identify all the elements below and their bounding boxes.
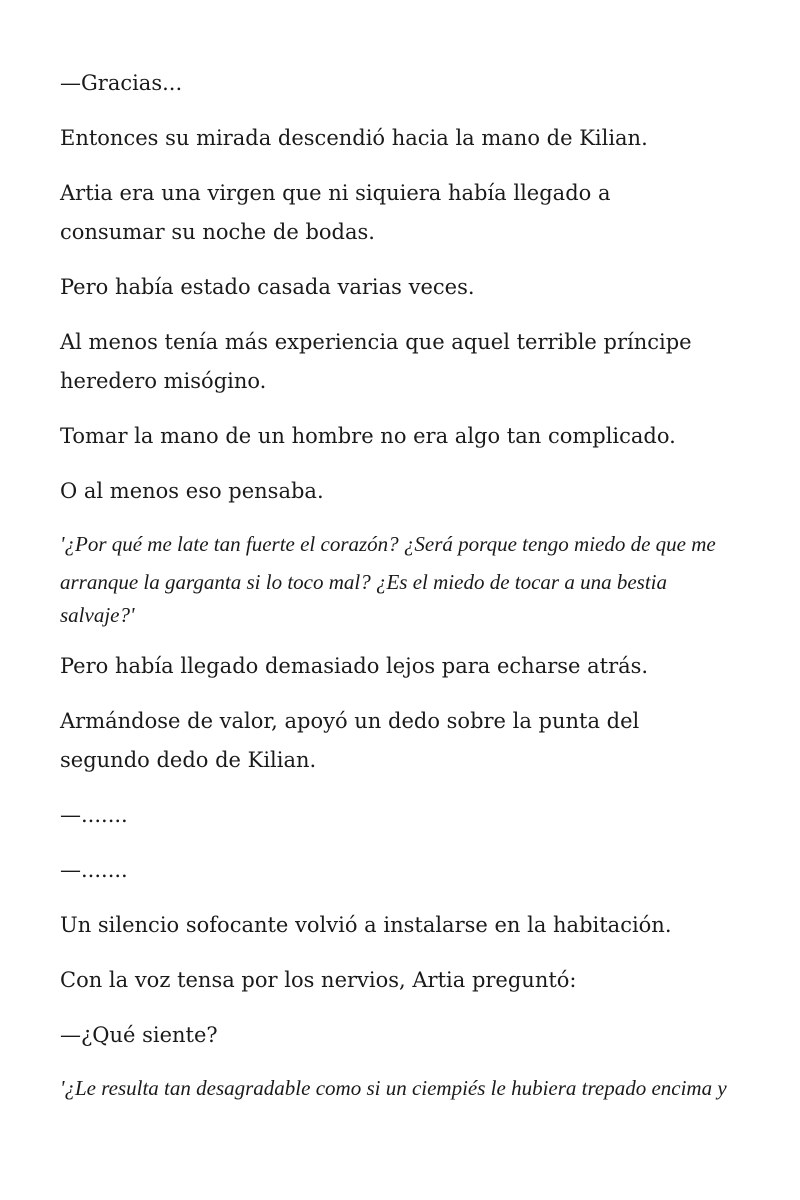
paragraph: —Gracias... [60, 71, 183, 95]
dialogue: —¿Qué siente? [60, 1023, 218, 1047]
paragraph: Tomar la mano de un hombre no era algo tan complicado. [60, 424, 676, 448]
paragraph: O al menos eso pensaba. [60, 479, 324, 503]
paragraph: Pero había estado casada varias veces. [60, 275, 475, 299]
paragraph-line: Armándose de valor, apoyó un dedo sobre la punta del [60, 709, 640, 733]
paragraph: Pero había llegado demasiado lejos para echarse atrás. [60, 654, 649, 678]
paragraph: Un silencio sofocante volvió a instalarse en la habitación. [60, 913, 672, 937]
inner-thought-line: arranque la garganta si lo toco mal? ¿Es el miedo de tocar a una bestia [60, 570, 668, 594]
paragraph-line: Artia era una virgen que ni siquiera había llegado a [60, 181, 611, 205]
paragraph: Con la voz tensa por los nervios, Artia preguntó: [60, 968, 577, 992]
paragraph-line: Al menos tenía más experiencia que aquel terrible príncipe [60, 330, 692, 354]
inner-thought-line: '¿Por qué me late tan fuerte el corazón? ¿Será porque tengo miedo de que me [60, 532, 716, 556]
paragraph-line: heredero misógino. [60, 369, 267, 393]
paragraph-line: consumar su noche de bodas. [60, 220, 375, 244]
inner-thought-line: salvaje?' [60, 603, 135, 627]
inner-thought-line: '¿Le resulta tan desagradable como si un ciempiés le hubiera trepado encima y [60, 1076, 727, 1100]
dialogue-ellipsis: —....... [60, 803, 128, 827]
dialogue-ellipsis: —....... [60, 858, 128, 882]
paragraph-line: segundo dedo de Kilian. [60, 748, 317, 772]
paragraph: Entonces su mirada descendió hacia la mano de Kilian. [60, 126, 648, 150]
